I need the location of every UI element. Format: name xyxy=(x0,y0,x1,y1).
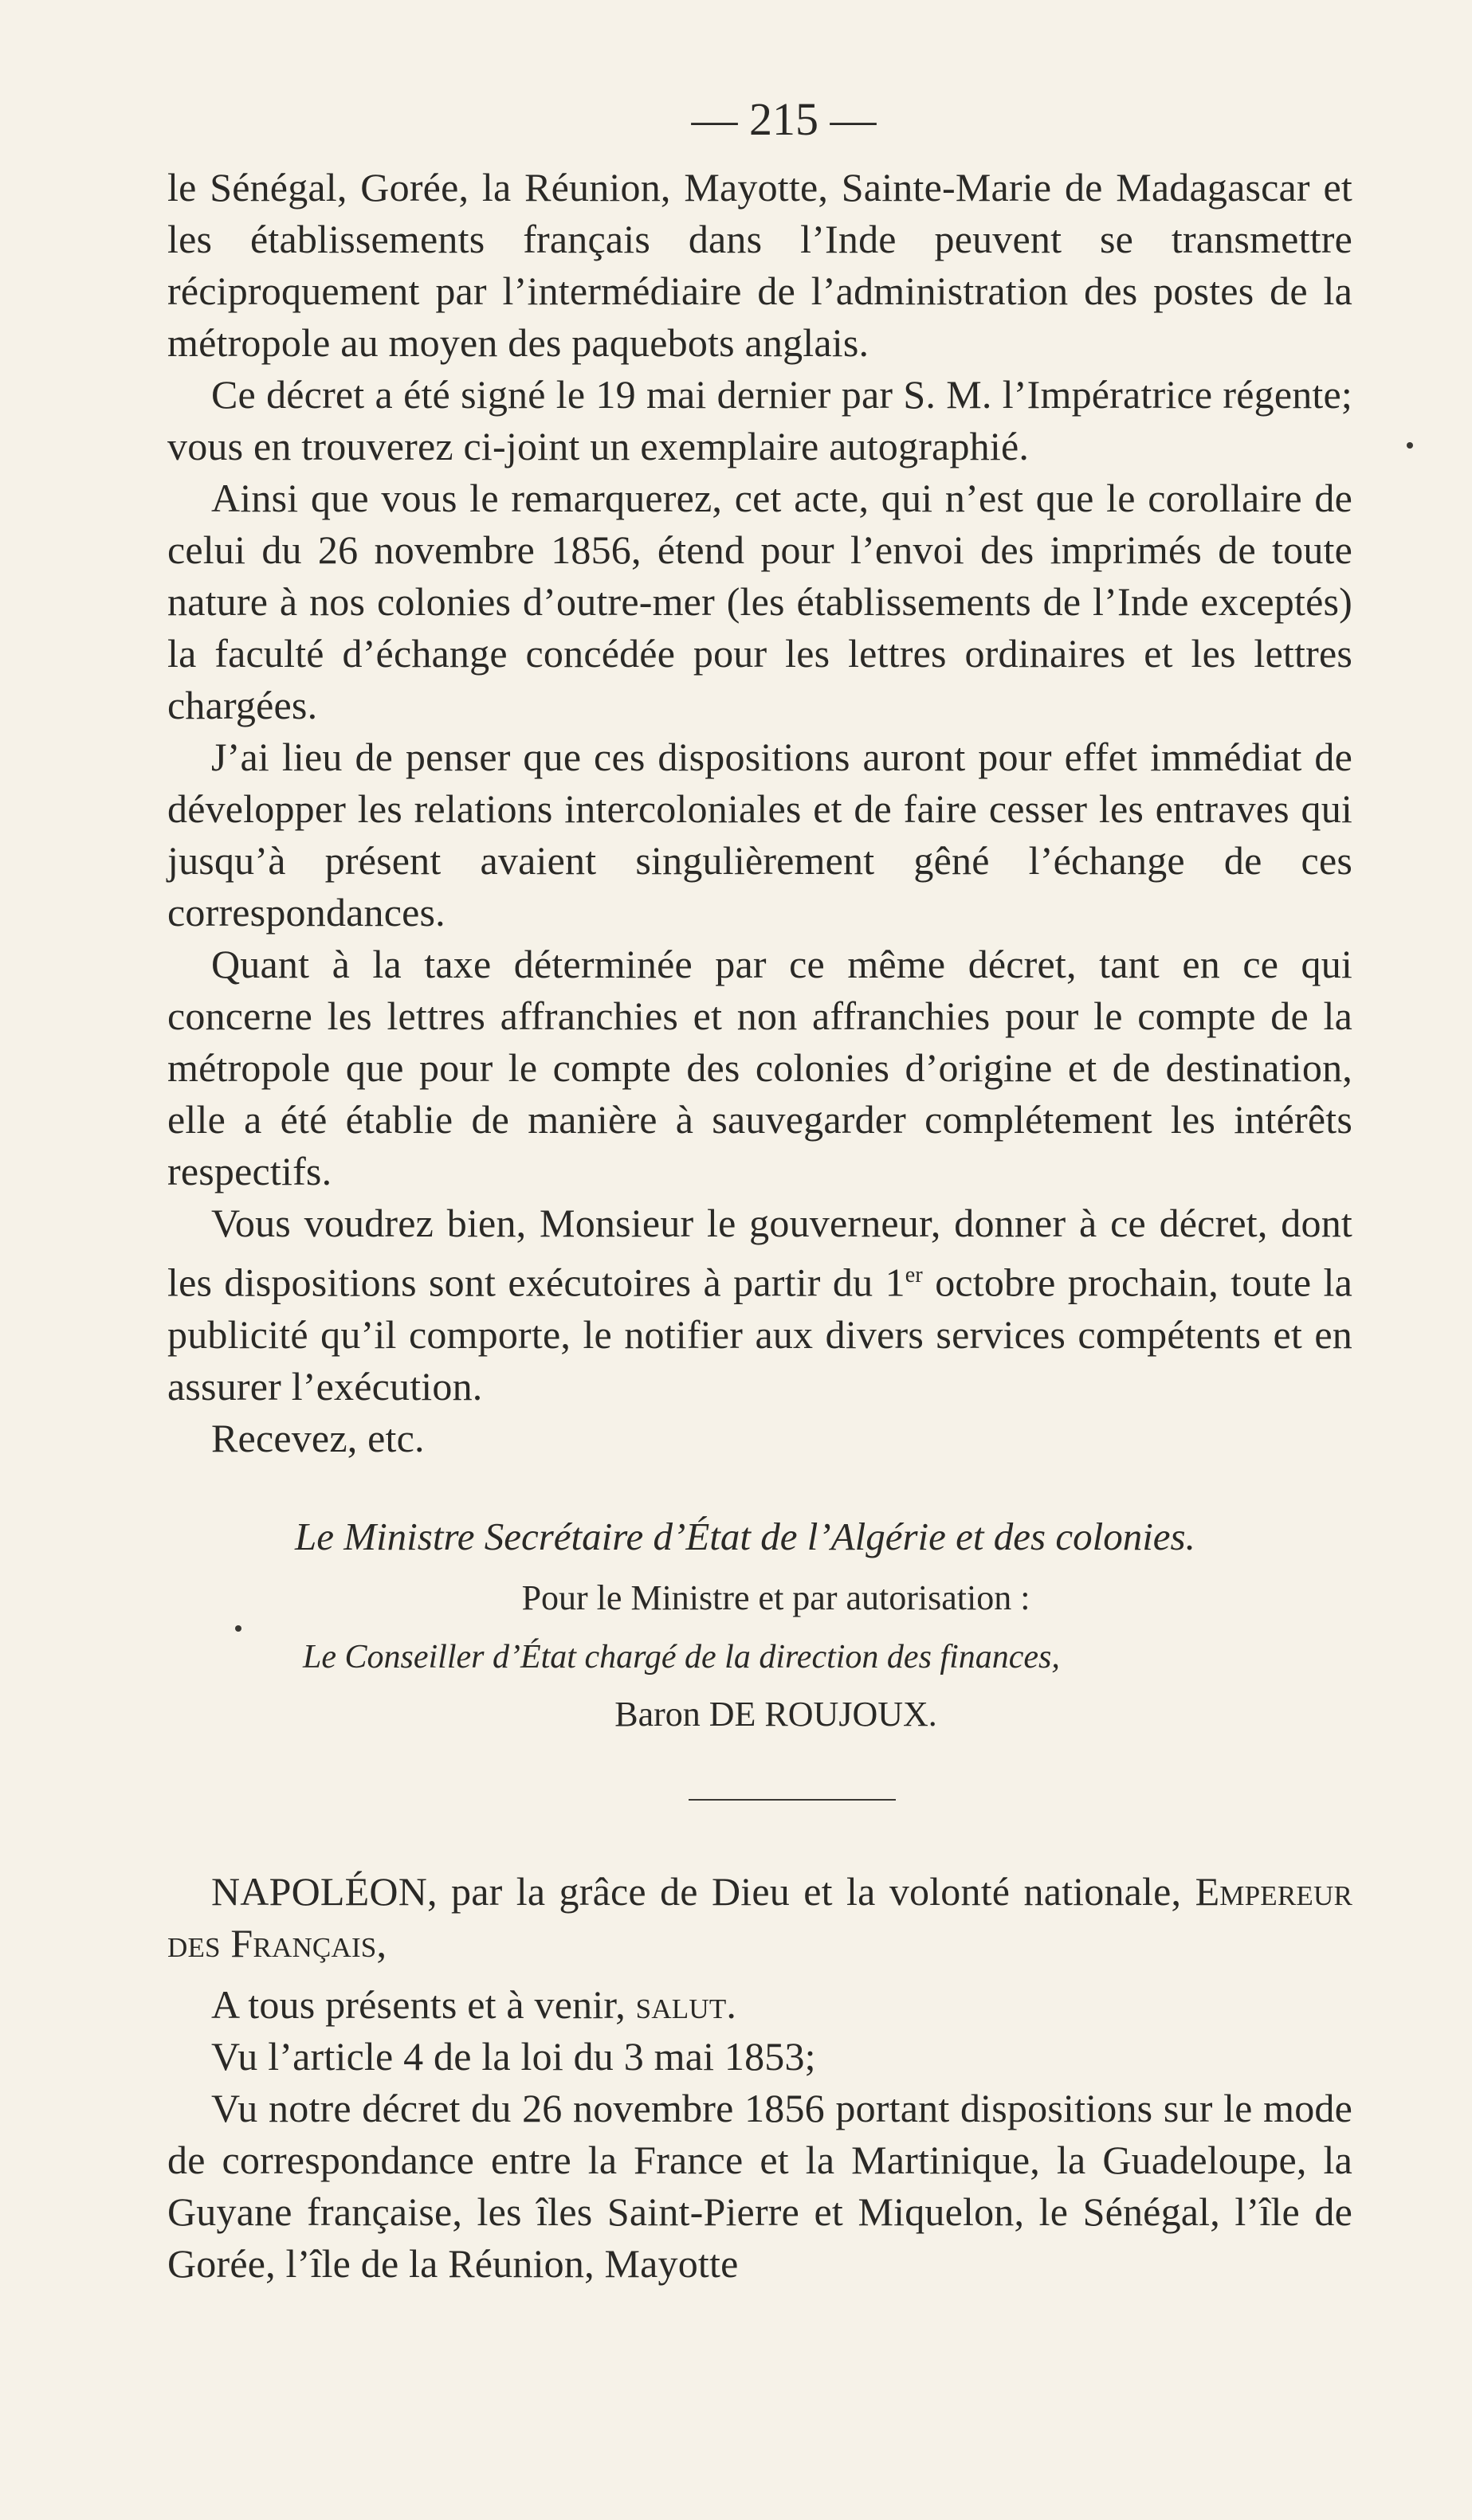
salutation: salut. xyxy=(635,1981,737,2027)
paragraph-text: octobre prochain, toute la publicité qu’il comporte, le notifier aux divers services compétents et en assurer l’exécution. xyxy=(167,1260,1352,1409)
print-speck xyxy=(1407,442,1413,449)
paragraph-text: A tous présents et à venir, xyxy=(211,1981,636,2027)
page-number: — 215 — xyxy=(691,93,877,145)
paragraph: Vu notre décret du 26 novembre 1856 portant dispositions sur le mode de correspondance entre la France et la Martinique, la Guadeloupe, la Guyane française, les îles Saint-Pierre et Miquelon, le Sénégal, l’île de Gorée, l’île de la Réunion, Mayotte xyxy=(167,2085,1352,2286)
paragraph-text: Vous voudrez bien, Monsieur le gouverneur, donner à ce décret, dont les dispositions sont exécutoires à partir du 1 xyxy=(167,1201,1352,1305)
signature-line: Pour le Ministre et par autorisation : xyxy=(521,1577,1030,1617)
letter-body xyxy=(167,162,1352,1464)
paragraph: Quant à la taxe déterminée par ce même décret, tant en ce qui concerne les lettres affranchies et non affranchies pour le compte de la métropole que pour le compte des colonies d’origine et de destination, elle a été établie de manière à sauvegarder complétement les intérêts respectifs. xyxy=(167,942,1352,1193)
signatory-name: Baron DE ROUJOUX. xyxy=(614,1694,937,1734)
paragraph: Ainsi que vous le remarquerez, cet acte, qui n’est que le corollaire de celui du 26 novembre 1856, étend pour l’envoi des imprimés de toute nature à nos colonies d’outre-mer (les établissements de l’Inde exceptés) la faculté d’échange concédée pour les lettres ordinaires et les lettres chargées. xyxy=(167,476,1352,727)
paragraph xyxy=(167,1866,1352,1969)
paragraph: J’ai lieu de penser que ces dispositions auront pour effet immédiat de développer les relations intercoloniales et de faire cesser les entraves qui jusqu’à présent avaient singulièrement gêné l’échange de ces correspondances. xyxy=(167,735,1352,935)
signature-line: Le Conseiller d’État chargé de la direction des finances, xyxy=(303,1638,1060,1675)
decree-text xyxy=(167,1866,1352,2290)
signature-block xyxy=(167,1512,1352,1737)
print-speck xyxy=(235,1625,241,1632)
paragraph: Ce décret a été signé le 19 mai dernier par S. M. l’Impératrice régente; vous en trouverez ci-joint un exemplaire autographié. xyxy=(167,372,1352,468)
paragraph: le Sénégal, Gorée, la Réunion, Mayotte, Sainte-Marie de Madagascar et les établissements français dans l’Inde peuvent se transmettre réciproquement par l’intermédiaire de l’administration des postes de la métropole au moyen des paquebots anglais. xyxy=(167,165,1352,365)
section-divider xyxy=(689,1799,896,1801)
paragraph: Recevez, etc. xyxy=(211,1415,425,1460)
decree-heading: NAPOLÉON, par la grâce de Dieu et la volonté nationale, xyxy=(211,1868,1182,1914)
paragraph xyxy=(167,1979,1352,2031)
superscript: er xyxy=(905,1263,923,1287)
decree-heading-title: Empereur des Français, xyxy=(167,1868,1353,1965)
signatory-title: Le Ministre Secrétaire d’État de l’Algérie et des colonies. xyxy=(295,1514,1195,1558)
paragraph xyxy=(167,1197,1352,1413)
paragraph: Vu l’article 4 de la loi du 3 mai 1853; xyxy=(211,2033,816,2079)
